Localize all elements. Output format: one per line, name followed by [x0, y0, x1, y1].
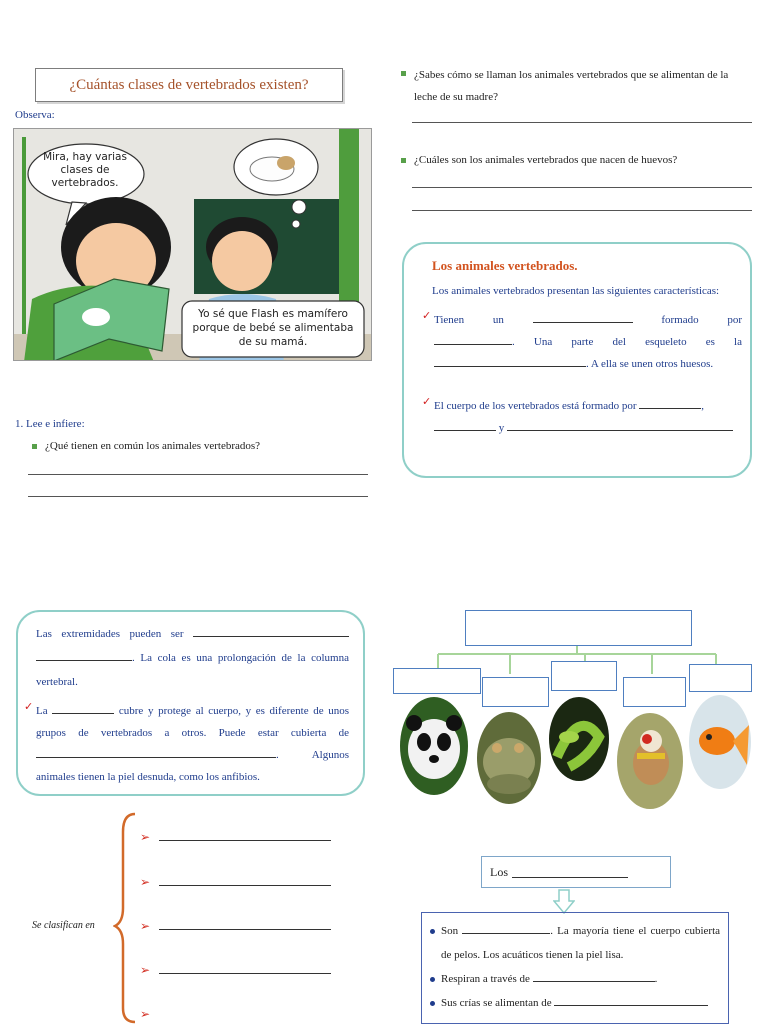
skin-paragraph: [36, 700, 349, 788]
question-eggs: [401, 151, 753, 170]
goldfish-photo: [689, 695, 751, 789]
arrow-right-icon: ➢: [140, 1007, 151, 1021]
bullet-icon: [430, 929, 435, 934]
class-box-mammals[interactable]: [393, 668, 481, 694]
mammal-item-1: [430, 919, 720, 967]
characteristic-1-line3: [432, 353, 742, 375]
arrow-right-icon: ➢: [140, 875, 151, 889]
text-fragment: Las extremidades pueden ser: [36, 628, 184, 640]
fill-blank[interactable]: [512, 867, 628, 878]
mammal-item-2: [430, 967, 720, 991]
fill-blank[interactable]: [434, 356, 586, 367]
fill-blank[interactable]: [52, 703, 114, 714]
page-title: ¿Cuántas clases de vertebrados existen?: [35, 68, 343, 102]
characteristic-1-line2: [432, 331, 742, 353]
box-title: Los animales vertebrados.: [432, 258, 578, 273]
bullet-icon: [401, 71, 406, 76]
text-fragment: . La mayoría tiene el cuerpo cubierta de pelos. Los acuáticos tienen la piel lisa.: [441, 925, 721, 961]
answer-line[interactable]: [412, 187, 752, 188]
fill-blank[interactable]: [462, 923, 550, 934]
fill-blank[interactable]: [533, 971, 655, 982]
class-box-fish[interactable]: [689, 664, 752, 692]
text-fragment: . Algunos animales tienen la piel desnuda, como los anfibios.: [36, 749, 349, 783]
class-box-amphibians[interactable]: [482, 677, 549, 707]
section1-question-text: ¿Qué tienen en común los animales vertebrados?: [45, 440, 261, 452]
characteristic-2-line1: El cuerpo de los vertebrados está formado por ,: [434, 400, 705, 412]
question-eggs-text: ¿Cuáles son los animales vertebrados que nacen de huevos?: [414, 154, 678, 166]
snake-photo: [549, 697, 609, 781]
bullet-icon: [32, 444, 37, 449]
classification-item: [140, 919, 331, 934]
mammals-title-prefix: Los: [490, 864, 508, 879]
mammals-title-box: [481, 856, 671, 888]
check-icon: ✓: [24, 701, 34, 713]
fill-blank[interactable]: [36, 650, 132, 661]
check-icon: ✓: [422, 396, 432, 408]
fill-blank[interactable]: [434, 334, 512, 345]
bullet-icon: [430, 977, 435, 982]
bird-photo: [617, 713, 683, 809]
classification-item: [140, 830, 331, 845]
answer-line[interactable]: [28, 474, 368, 475]
box-intro: Los animales vertebrados presentan las siguientes características:: [432, 285, 720, 297]
panda-photo: [400, 697, 468, 795]
text-fragment: . A ella se unen otros huesos.: [586, 358, 714, 370]
question-milk-text: ¿Sabes cómo se llaman los animales vertebrados que se alimentan de la leche de su madre?: [414, 69, 729, 103]
text-fragment: . Una parte del esqueleto es la: [512, 336, 742, 348]
text-fragment: formado por: [661, 314, 743, 326]
answer-line[interactable]: [412, 122, 752, 123]
extremities-skin-box: [16, 610, 365, 796]
vertebrates-characteristics-box: [402, 242, 752, 478]
answer-line[interactable]: [28, 496, 368, 497]
arrow-right-icon: ➢: [140, 919, 151, 933]
text-fragment: El cuerpo de los vertebrados está formado por: [434, 400, 637, 412]
arrow-right-icon: ➢: [140, 830, 151, 844]
mammal-item-3: [430, 991, 720, 1015]
class-box-reptiles[interactable]: [551, 661, 617, 691]
fill-blank[interactable]: [36, 747, 276, 758]
class-box-birds[interactable]: [623, 677, 686, 707]
classification-item: [140, 963, 331, 978]
fill-blank[interactable]: [434, 420, 496, 431]
answer-line[interactable]: [412, 210, 752, 211]
bullet-icon: [401, 158, 406, 163]
observa-label: Observa:: [15, 109, 55, 121]
fill-blank[interactable]: [639, 398, 701, 409]
section1-heading: 1. Lee e infiere:: [15, 418, 85, 430]
arrow-right-icon: ➢: [140, 963, 151, 977]
text-fragment: Tienen un: [434, 314, 504, 326]
fill-blank[interactable]: [159, 830, 331, 841]
mammals-characteristics-box: [421, 912, 729, 1024]
text-fragment: . La cola es una prolongación de la columna vertebral.: [36, 652, 349, 688]
curly-brace-icon: [113, 812, 139, 1024]
fill-blank[interactable]: [507, 420, 733, 431]
fill-blank[interactable]: [193, 626, 349, 637]
section1-question: [32, 437, 372, 456]
text-fragment: y: [498, 422, 505, 434]
comic-bubble-right-text: Yo sé que Flash es mamífero porque de bebé se alimentaba de su mamá.: [192, 308, 354, 348]
text-fragment: Respiran a través de: [441, 973, 530, 985]
fill-blank[interactable]: [554, 995, 708, 1006]
text-fragment: La: [36, 705, 48, 717]
classification-item: [140, 875, 331, 890]
classification-item: [140, 1007, 159, 1022]
text-fragment: Sus crías se alimentan de: [441, 997, 552, 1009]
check-icon: ✓: [422, 310, 432, 322]
fill-blank[interactable]: [159, 919, 331, 930]
bullet-icon: [430, 1001, 435, 1006]
text-fragment: Son: [441, 925, 459, 937]
classification-top-box[interactable]: [465, 610, 692, 646]
fill-blank[interactable]: [159, 963, 331, 974]
comic-illustration: [13, 128, 372, 361]
classify-label: Se clasifican en: [32, 920, 95, 931]
text-fragment: cubre y protege al cuerpo, y es diferente de unos grupos de vertebrados a otros. Puede estar cubierta de: [36, 705, 350, 739]
fill-blank[interactable]: [159, 875, 331, 886]
characteristic-2-line2: [432, 417, 742, 439]
toad-photo: [477, 712, 541, 804]
text-fragment: .: [654, 973, 658, 985]
comic-bubble-left-text: Mira, hay varias clases de vertebrados.: [43, 151, 127, 189]
characteristic-1-line1: [432, 309, 742, 331]
extremities-paragraph: [36, 622, 349, 694]
question-milk: [401, 64, 753, 108]
fill-blank[interactable]: [533, 312, 633, 323]
